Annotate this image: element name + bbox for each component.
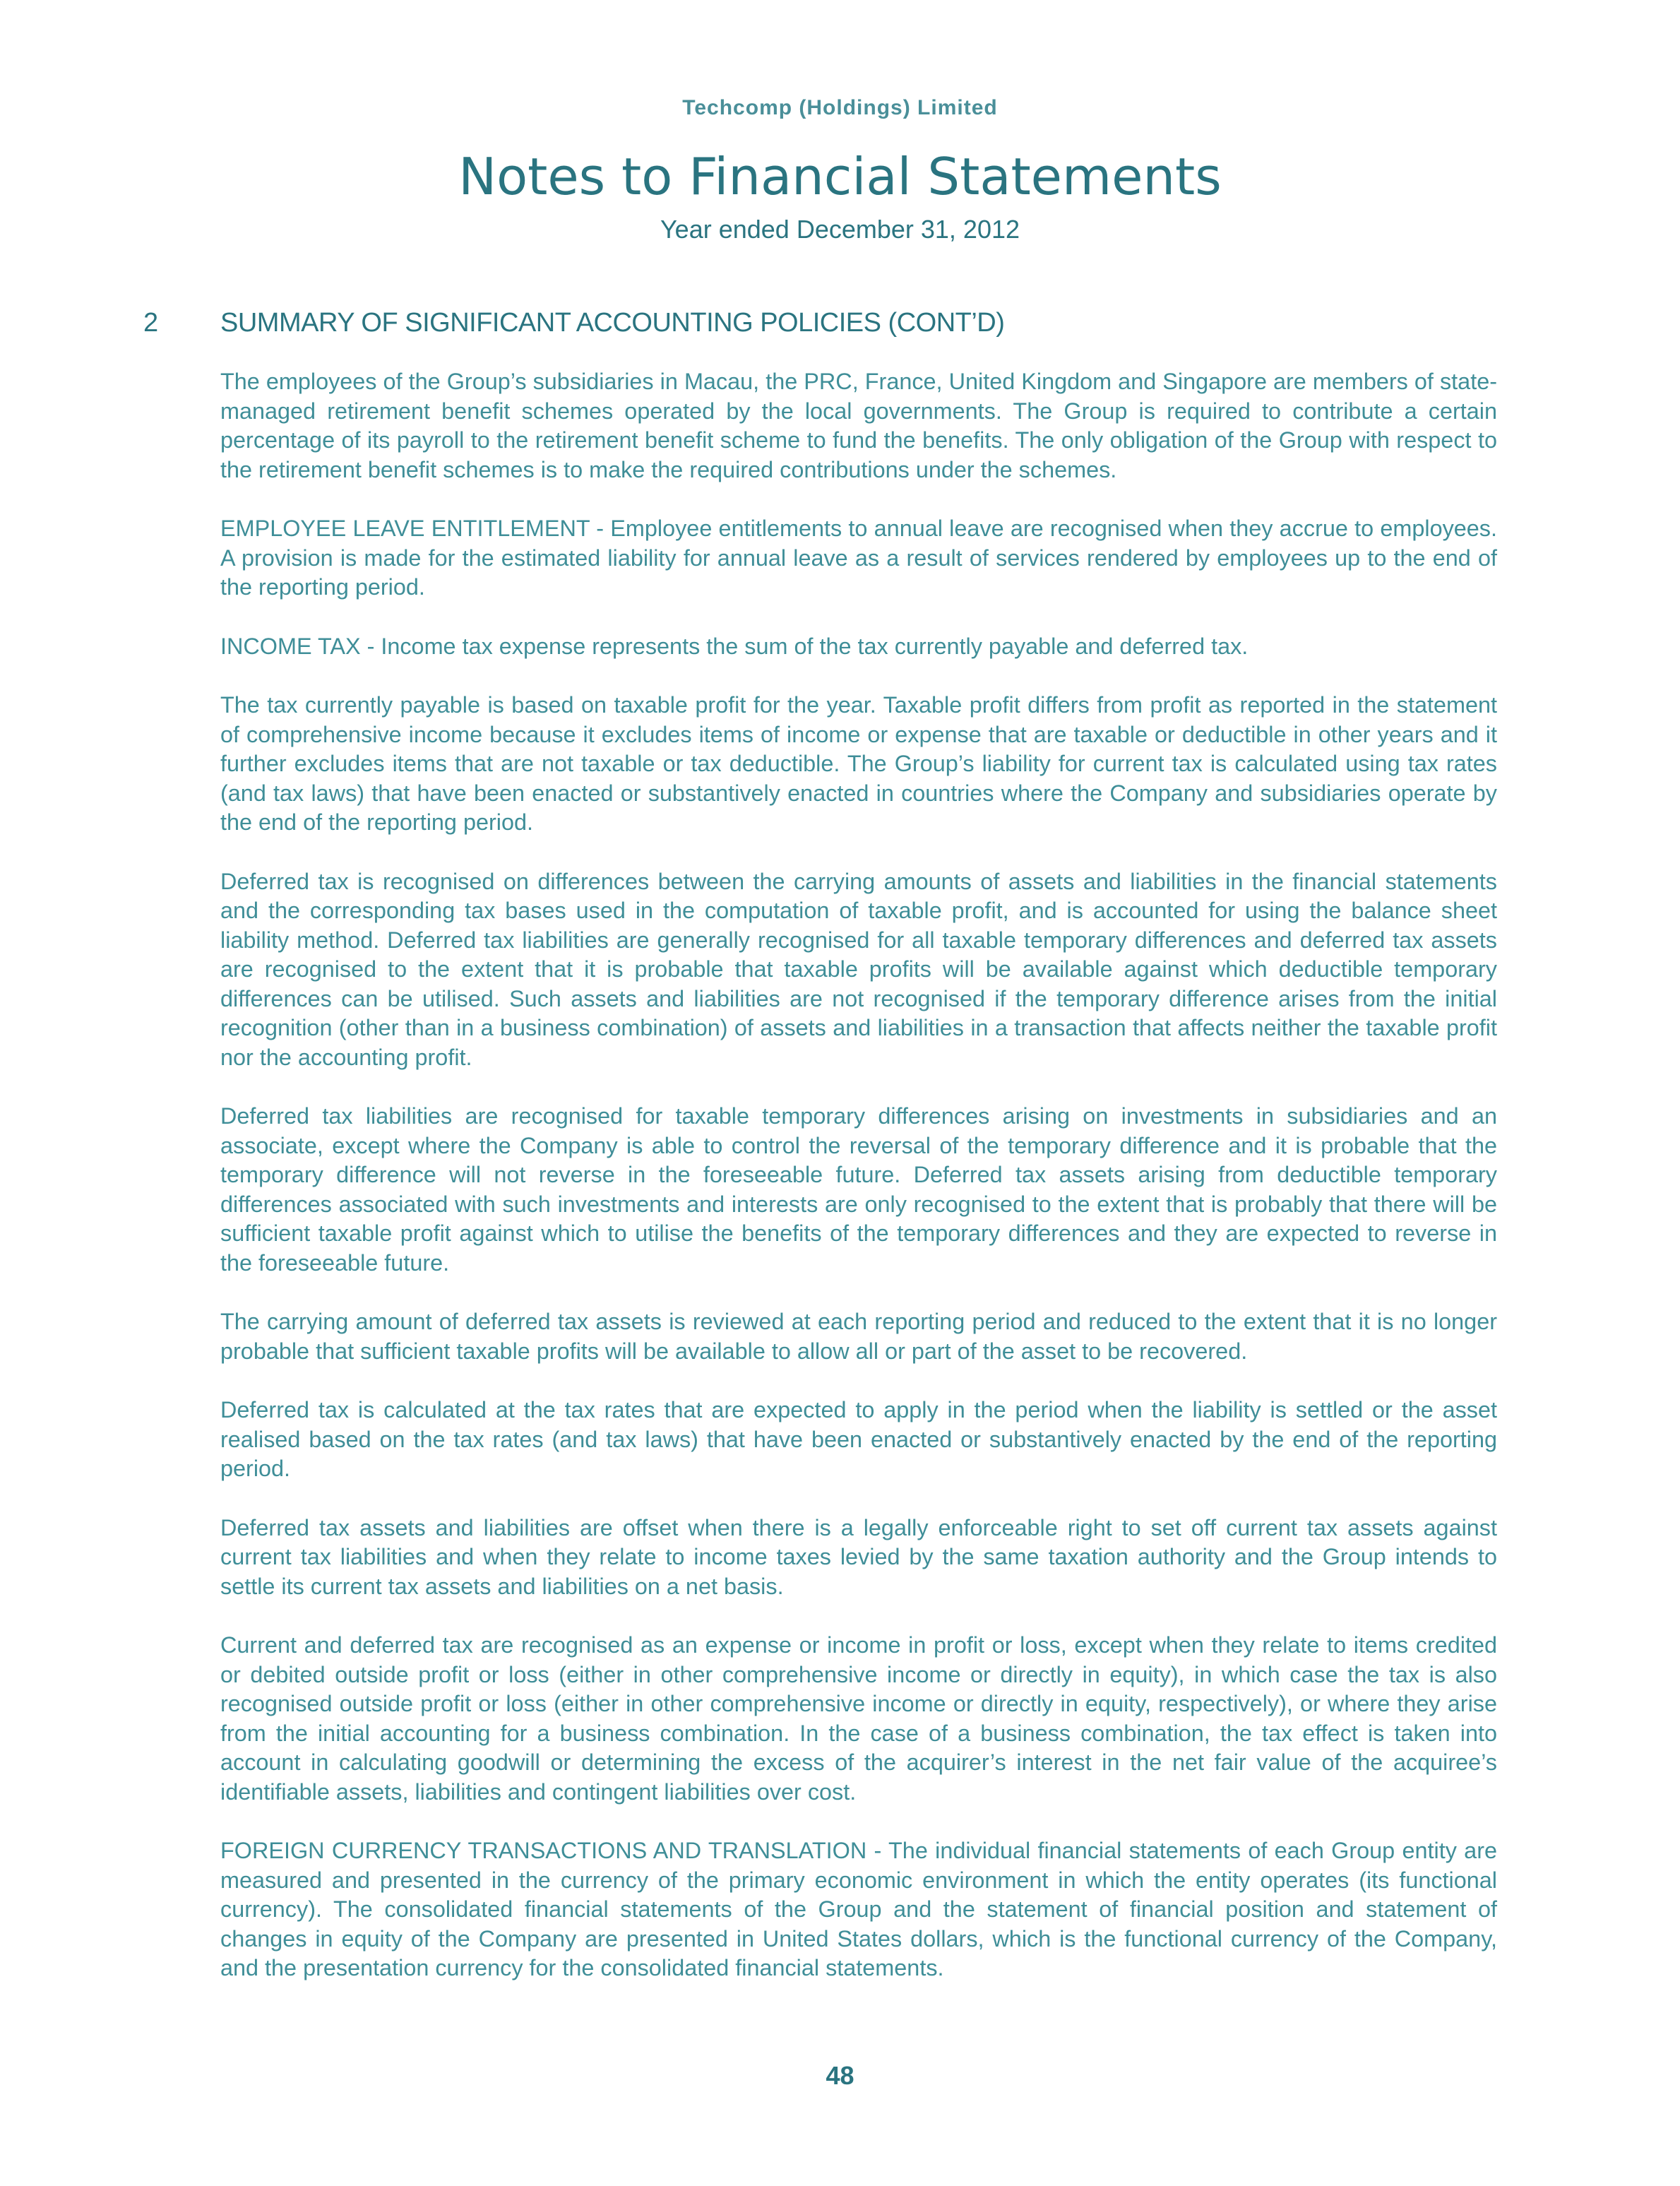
paragraph-employee-leave: EMPLOYEE LEAVE ENTITLEMENT - Employee entitlements to annual leave are recognised when they accrue to employees. A provision is made for the estimated liability for annual leave as a result of services rendered by employees up to the end of the reporting period. (220, 516, 1497, 600)
paragraph-carrying-amount: The carrying amount of deferred tax assets is reviewed at each reporting period and reduced to the extent that it is no longer probable that sufficient taxable profits will be available to allow all or part of the asset to be recovered. (220, 1309, 1497, 1364)
paragraph-foreign-currency: FOREIGN CURRENCY TRANSACTIONS AND TRANSLATION - The individual financial statements of each Group entity are measured and presented in the currency of the primary economic environment in which the entity operates (its functional currency). The consolidated financial statements of the Group and the statement of financial position and statement of changes in equity of the Company are presented in United States dollars, which is the functional currency of the Company, and the presentation currency for the consolidated financial statements. (220, 1838, 1497, 1980)
paragraph-retirement-schemes: The employees of the Group’s subsidiaries in Macau, the PRC, France, United Kingdom and Singapore are members of state-managed retirement benefit schemes operated by the local governments. The Group is required to contribute a certain percentage of its payroll to the retirement benefit scheme to fund the benefits. The only obligation of the Group with respect to the retirement benefit schemes is to make the required contributions under the schemes. (220, 369, 1497, 482)
paragraph-income-tax: INCOME TAX - Income tax expense represents the sum of the tax currently payable and deferred tax. (220, 633, 1249, 659)
paragraph-deferred-tax: Deferred tax is recognised on differences between the carrying amounts of assets and liabilities in the financial statements and the corresponding tax bases used in the computation of taxable profit, and is accounted for using the balance sheet liability method. Deferred tax liabilities are generally recognised for all taxable temporary differences and deferred tax assets are recognised to the extent that it is probable that taxable profits will be available against which deductible temporary differences can be utilised. Such assets and liabilities are not recognised if the temporary difference arises from the initial recognition (other than in a business combination) of assets and liabilities in a transaction that affects neither the taxable profit nor the accounting profit. (220, 868, 1497, 1070)
paragraph-deferred-tax-liabilities: Deferred tax liabilities are recognised for taxable temporary differences arising on investments in subsidiaries and an associate, except where the Company is able to control the reversal of the temporary difference and it is probable that the temporary difference will not reverse in the foreseeable future. Deferred tax assets arising from deductible temporary differences associated with such investments and interests are only recognised to the extent that is probably that there will be sufficient taxable profit against which to utilise the benefits of the temporary differences and they are expected to reverse in the foreseeable future. (220, 1103, 1497, 1276)
paragraph-offset: Deferred tax assets and liabilities are offset when there is a legally enforceable right to set off current tax assets against current tax liabilities and when they relate to income taxes levied by the same taxation authority and the Group intends to settle its current tax assets and liabilities on a net basis. (220, 1514, 1497, 1599)
page-title: Notes to Financial Statements (458, 147, 1222, 206)
company-name: Techcomp (Holdings) Limited (682, 96, 998, 119)
section-title: SUMMARY OF SIGNIFICANT ACCOUNTING POLICIES (CONT’D) (220, 308, 1005, 338)
section-number: 2 (143, 308, 159, 338)
paragraph-current-tax: The tax currently payable is based on taxable profit for the year. Taxable profit differs from profit as reported in the statement of comprehensive income because it excludes items of income or expense that are taxable or deductible in other years and it further excludes items that are not taxable or tax deductible. The Group’s liability for current tax is calculated using tax rates (and tax laws) that have been enacted or substantively enacted in countries where the Company and subsidiaries operate by the end of the reporting period. (220, 692, 1497, 835)
paragraph-tax-rates: Deferred tax is calculated at the tax rates that are expected to apply in the period when the liability is settled or the asset realised based on the tax rates (and tax laws) that have been enacted or substantively enacted by the end of the reporting period. (220, 1397, 1497, 1481)
body-text (220, 367, 1497, 2013)
paragraph-recognition: Current and deferred tax are recognised as an expense or income in profit or loss, except when they relate to items credited or debited outside profit or loss (either in other comprehensive income or directly in equity), in which case the tax is also recognised outside profit or loss (either in other comprehensive income or directly in equity, respectively), or where they arise from the initial accounting for a business combination. In the case of a business combination, the tax effect is taken into account in calculating goodwill or determining the excess of the acquirer’s interest in the net fair value of the acquiree’s identifiable assets, liabilities and contingent liabilities over cost. (220, 1632, 1497, 1805)
page-number: 48 (826, 2061, 854, 2090)
page-subtitle: Year ended December 31, 2012 (660, 215, 1020, 244)
